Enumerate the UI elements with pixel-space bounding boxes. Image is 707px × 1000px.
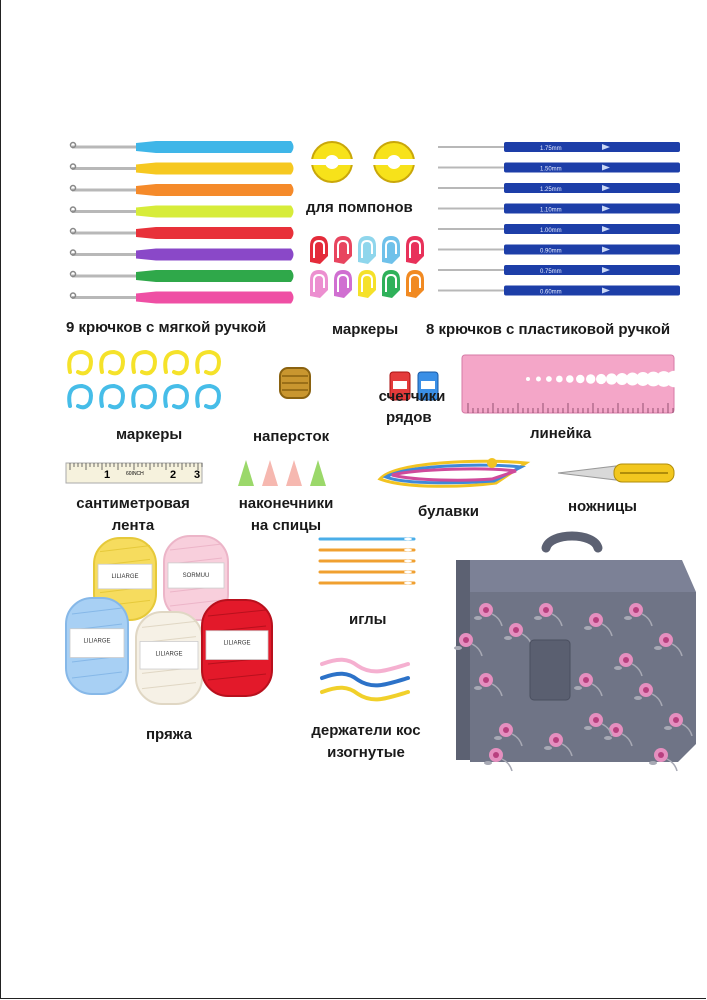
plastic-hook-size-label: 1.75mm (540, 146, 562, 152)
yarn-brand-label: LILIARGE (111, 574, 139, 581)
spiral-markers (66, 346, 236, 416)
spiral-marker (197, 352, 219, 373)
plastic-hook-size-label: 0.60mm (540, 289, 562, 296)
tape-mark: 2 (170, 469, 177, 481)
spiral-marker (197, 386, 219, 407)
locking-marker (334, 270, 352, 298)
plastic-handle-hooks (432, 135, 682, 300)
plastic-hook (438, 265, 680, 275)
label-row-counters-line1: счетчики (378, 388, 446, 405)
needle-point-protectors (234, 458, 334, 488)
locking-marker (310, 236, 328, 264)
label-pins: булавки (418, 503, 480, 520)
spiral-marker (69, 386, 91, 407)
yarn-needle (320, 582, 414, 584)
spiral-marker (101, 352, 123, 373)
tape-mark: 1 (104, 469, 111, 481)
label-cable-needles (306, 721, 426, 762)
plastic-hook (438, 286, 680, 296)
tape-mark: 3 (194, 469, 201, 481)
yarn-brand-label: LILIARGE (223, 640, 251, 647)
plastic-hook-size-label: 1.50mm (540, 166, 562, 173)
yarn-needle (320, 538, 414, 540)
label-tips-line1: наконечники (238, 495, 334, 512)
needle-gauge-ruler (462, 355, 677, 415)
yarn-skein (136, 612, 202, 704)
thread-scissors (556, 460, 676, 486)
pompom-maker (372, 142, 416, 182)
locking-marker (310, 270, 328, 298)
plastic-hook-size-label: 0.75mm (540, 269, 562, 275)
soft-hook (71, 163, 294, 175)
label-pompom: для помпонов (306, 199, 413, 216)
yarn-brand-label: SORMUU (182, 572, 210, 579)
label-row-counters (372, 387, 452, 427)
plastic-hook-size-label: 1.10mm (540, 207, 562, 214)
label-cable-line2: изогнутые (327, 744, 405, 761)
yarn-brand-label: LILIARGE (83, 638, 111, 645)
plastic-hook (438, 163, 680, 173)
floral-storage-bag (446, 530, 701, 770)
label-tape-measure (68, 494, 198, 535)
label-tape-line1: сантиметровая (76, 495, 190, 512)
label-plastic-hooks: 8 крючков с пластиковой ручкой (426, 321, 671, 338)
locking-marker (382, 236, 400, 264)
pompom-maker (310, 142, 354, 182)
label-needles: иглы (349, 611, 387, 628)
locking-marker (334, 236, 352, 264)
label-markers-top: маркеры (332, 321, 399, 338)
yarn-needles (316, 533, 426, 593)
label-markers-mid: маркеры (116, 426, 183, 443)
label-scissors: ножницы (568, 498, 637, 515)
spiral-marker (69, 352, 91, 373)
soft-hook (71, 292, 294, 304)
yarn-skeins (66, 530, 276, 705)
spiral-marker (165, 352, 187, 373)
stitch-holder-pins (376, 453, 536, 493)
plastic-hook (438, 224, 680, 234)
plastic-hook (438, 245, 680, 255)
soft-handle-hooks (66, 135, 296, 310)
locking-marker (382, 270, 400, 298)
spiral-marker (133, 386, 155, 407)
locking-markers (304, 232, 429, 307)
locking-marker (406, 270, 424, 298)
label-needle-tips (226, 494, 346, 535)
soft-hook (71, 141, 294, 153)
yarn-needle (320, 560, 414, 562)
pompom-makers (308, 140, 428, 190)
plastic-hook-size-label: 1.25mm (540, 187, 562, 193)
spiral-marker (133, 352, 155, 373)
label-yarn: пряжа (146, 726, 192, 743)
label-thimble: наперсток (253, 428, 330, 445)
label-soft-hooks: 9 крючков с мягкой ручкой (66, 319, 267, 336)
label-row-counters-line2: рядов (386, 409, 432, 426)
locking-marker (406, 236, 424, 264)
locking-marker (358, 270, 376, 298)
yarn-skein (202, 600, 272, 696)
yarn-skein (66, 598, 128, 694)
soft-hook (71, 184, 294, 196)
tape-measure (66, 463, 206, 485)
yarn-brand-label: LILIARGE (155, 651, 183, 658)
label-cable-line1: держатели кос (311, 722, 421, 739)
tape-unit: 60INCH (126, 471, 144, 477)
thimble (276, 364, 316, 404)
label-ruler: линейка (530, 425, 592, 442)
plastic-hook (438, 183, 680, 193)
plastic-hook (438, 204, 680, 214)
yarn-needle (320, 549, 414, 551)
yarn-needle (320, 571, 414, 573)
spiral-marker (165, 386, 187, 407)
soft-hook (71, 249, 294, 261)
plastic-hook-size-label: 0.90mm (540, 248, 562, 255)
label-tips-line2: на спицы (250, 517, 322, 534)
soft-hook (71, 206, 294, 218)
locking-marker (358, 236, 376, 264)
plastic-hook-size-label: 1.00mm (540, 228, 562, 234)
label-tape-line2: лента (111, 517, 155, 534)
soft-hook (71, 227, 294, 239)
soft-hook (71, 270, 294, 282)
spiral-marker (101, 386, 123, 407)
cable-needles (318, 656, 418, 706)
plastic-hook (438, 142, 680, 152)
